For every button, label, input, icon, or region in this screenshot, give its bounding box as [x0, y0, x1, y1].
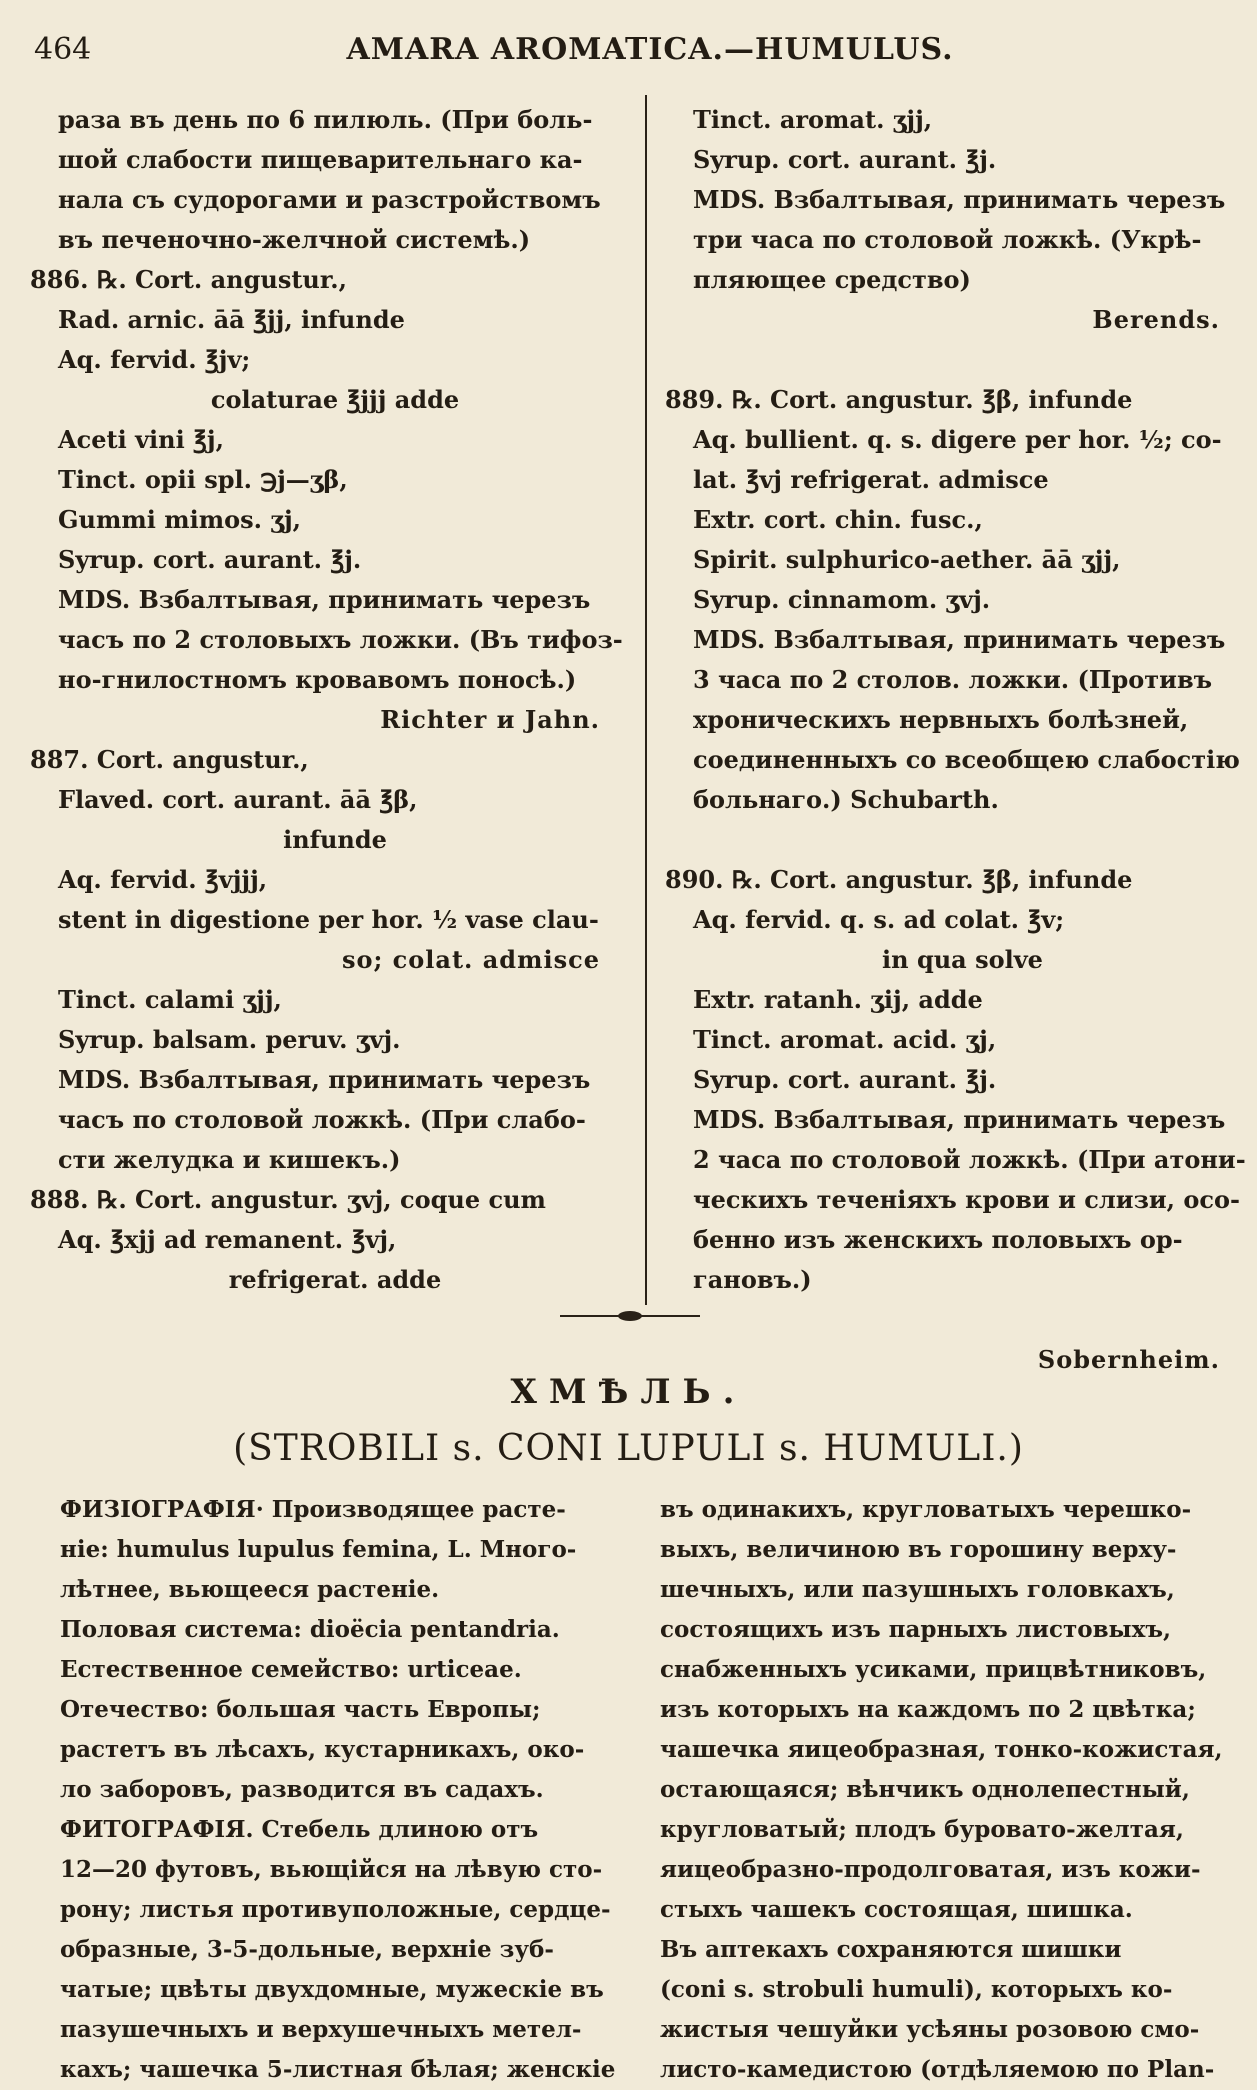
bottom-right-line: выхъ, величиною въ горошину верху-: [660, 1536, 1177, 1563]
right-column-line: Extr. ratanh. ʒij, adde: [693, 985, 983, 1014]
left-column-line: refrigerat. adde: [228, 1265, 442, 1294]
bottom-left-line: Отечество: большая часть Европы;: [60, 1696, 541, 1723]
right-column-line: MDS. Взбалтывая, принимать черезъ: [693, 185, 1226, 214]
bottom-left-line: ФИТОГРАФІЯ. Стебель длиною отъ: [60, 1816, 539, 1843]
bottom-right-line: кругловатый; плодъ буровато-желтая,: [660, 1816, 1184, 1843]
right-column-line: Tinct. aromat. acid. ʒj,: [693, 1025, 997, 1054]
right-column-line: Aq. fervid. q. s. ad colat. ℥v;: [693, 905, 1065, 934]
bottom-right-line: состоящихъ изъ парныхъ листовыхъ,: [660, 1616, 1171, 1643]
left-column-line: stent in digestione per hor. ½ vase clau-: [58, 905, 599, 934]
bottom-left-line: пазушечныхъ и верхушечныхъ метел-: [60, 2016, 582, 2043]
ornament-center: [618, 1311, 642, 1321]
left-column-line: Gummi mimos. ʒj,: [58, 505, 302, 534]
right-column-line: соединенныхъ со всеобщею слабостію: [693, 745, 1240, 774]
right-column-line: ческихъ теченіяхъ крови и слизи, осо-: [693, 1185, 1240, 1214]
right-column-line: lat. ℥vj refrigerat. admisce: [693, 465, 1049, 494]
left-column-line: Tinct. calami ʒjj,: [58, 985, 282, 1014]
left-column-line: нала съ судорогами и разстройствомъ: [58, 185, 601, 214]
page-header: [0, 24, 1257, 74]
bottom-right-line: стыхъ чашекъ состоящая, шишка.: [660, 1896, 1133, 1923]
left-column-line: но-гнилостномъ кровавомъ поносѣ.): [58, 665, 577, 694]
left-column-line: Aq. ℥xjj ad remanent. ℥vj,: [58, 1225, 397, 1254]
right-column-line: Syrup. cort. aurant. ℥j.: [693, 1065, 997, 1094]
left-column-line: Syrup. cort. aurant. ℥j.: [58, 545, 362, 574]
bottom-right-line: шечныхъ, или пазушныхъ головкахъ,: [660, 1576, 1175, 1603]
bottom-right-line: (coni s. strobuli humuli), которыхъ ко-: [660, 1976, 1173, 2003]
bottom-left-line: чатые; цвѣты двухдомные, мужескіе въ: [60, 1976, 604, 2003]
right-column-line: Berends.: [1092, 305, 1220, 334]
left-column-line: Tinct. opii spl. ℈j—ʒβ,: [58, 465, 348, 494]
right-column-line: бенно изъ женскихъ половыхъ ор-: [693, 1225, 1183, 1254]
section-ornament: [560, 1310, 700, 1322]
left-column: [30, 100, 640, 1300]
left-column-line: Aq. fervid. ℥vjjj,: [58, 865, 268, 894]
bottom-left-line: образные, 3-5-дольные, верхніе зуб-: [60, 1936, 554, 1963]
bottom-right-line: яицеобразно-продолговатая, изъ кожи-: [660, 1856, 1201, 1883]
bottom-left-line: кахъ; чашечка 5-листная бѣлая; женскіе: [60, 2056, 616, 2083]
left-column-line: 887. Cort. angustur.,: [30, 745, 309, 774]
bottom-right-column: [660, 1490, 1250, 2090]
right-column-line: пляющее средство): [693, 265, 971, 294]
bottom-left-line: лѣтнее, вьющееся растеніе.: [60, 1576, 440, 1603]
right-column-line: [665, 820, 1257, 860]
left-column-line: Flaved. cort. aurant. āā ℥β,: [58, 785, 418, 814]
right-column-line: MDS. Взбалтывая, принимать черезъ: [693, 625, 1226, 654]
right-column-line: 889. ℞. Cort. angustur. ℥β, infunde: [665, 385, 1133, 414]
right-column-line: Tinct. aromat. ʒjj,: [693, 105, 933, 134]
bottom-left-line: растетъ въ лѣсахъ, кустарникахъ, око-: [60, 1736, 585, 1763]
bottom-right-line: чашечка яицеобразная, тонко-кожистая,: [660, 1736, 1223, 1763]
bottom-left-line: ло заборовъ, разводится въ садахъ.: [60, 1776, 544, 1803]
right-column-line: Extr. cort. chin. fusc.,: [693, 505, 983, 534]
left-column-line: colaturae ℥jjj adde: [210, 385, 460, 414]
bottom-right-line: остающаяся; вѣнчикъ однолепестный,: [660, 1776, 1190, 1803]
right-column-line: 2 часа по столовой ложкѣ. (При атони-: [693, 1145, 1246, 1174]
bottom-left-line: Естественное семейство: urticeae.: [60, 1656, 522, 1683]
left-column-line: 888. ℞. Cort. angustur. ʒvj, coque cum: [30, 1185, 546, 1214]
right-column-line: Syrup. cort. aurant. ℥j.: [693, 145, 997, 174]
bottom-left-line: ФИЗІОГРАФІЯ· Производящее расте-: [60, 1496, 566, 1523]
right-column-line: 890. ℞. Cort. angustur. ℥β, infunde: [665, 865, 1133, 894]
bottom-left-line: 12—20 футовъ, вьющійся на лѣвую сто-: [60, 1856, 603, 1883]
right-column-line: Sobernheim.: [1037, 1345, 1220, 1374]
column-divider: [645, 95, 647, 1305]
right-column-line: гановъ.): [693, 1265, 812, 1294]
left-column-line: so; colat. admisce: [341, 945, 600, 974]
page-number: 464: [34, 32, 92, 67]
bottom-left-column: [60, 1490, 640, 2090]
left-column-line: сти желудка и кишекъ.): [58, 1145, 401, 1174]
section-title: ХМѢЛЬ.: [510, 1372, 747, 1412]
section-subtitle: (STROBILI s. CONI LUPULI s. HUMULI.): [233, 1428, 1024, 1469]
bottom-right-line: изъ которыхъ на каждомъ по 2 цвѣтка;: [660, 1696, 1196, 1723]
bottom-left-line: рону; листья противуположные, сердце-: [60, 1896, 611, 1923]
right-column-line: 3 часа по 2 столов. ложки. (Противъ: [693, 665, 1213, 694]
left-column-line: въ печеночно-желчной системѣ.): [58, 225, 531, 254]
left-column-line: Aq. fervid. ℥jv;: [58, 345, 251, 374]
right-column-line: больнаго.) Schubarth.: [693, 785, 999, 814]
right-column-line: MDS. Взбалтывая, принимать черезъ: [693, 1105, 1226, 1134]
left-column-line: часъ по столовой ложкѣ. (При слабо-: [58, 1105, 586, 1134]
right-column-line: [665, 340, 1257, 380]
bottom-left-line: ніе: humulus lupulus femina, L. Много-: [60, 1536, 577, 1563]
left-column-line: раза въ день по 6 пилюль. (При боль-: [58, 105, 593, 134]
left-column-line: 886. ℞. Cort. angustur.,: [30, 265, 348, 294]
left-column-line: Rad. arnic. āā ℥jj, infunde: [58, 305, 405, 334]
left-column-line: Richter и Jahn.: [380, 705, 600, 734]
right-column-line: Syrup. cinnamom. ʒvj.: [693, 585, 991, 614]
bottom-right-line: листо-камедистою (отдѣляемою по Plan-: [660, 2056, 1215, 2083]
bottom-left-line: Половая система: dioëcia pentandria.: [60, 1616, 560, 1643]
left-column-line: часъ по 2 столовыхъ ложки. (Въ тифоз-: [58, 625, 623, 654]
right-column-line: три часа по столовой ложкѣ. (Укрѣ-: [693, 225, 1202, 254]
right-column-line: [665, 1300, 1257, 1340]
right-column: [665, 100, 1257, 1380]
left-column-line: шой слабости пищеварительнаго ка-: [58, 145, 583, 174]
right-column-line: хроническихъ нервныхъ болѣзней,: [693, 705, 1189, 734]
bottom-right-line: жистыя чешуйки усѣяны розовою смо-: [660, 2016, 1200, 2043]
left-column-line: MDS. Взбалтывая, принимать черезъ: [58, 1065, 591, 1094]
left-column-line: MDS. Взбалтывая, принимать черезъ: [58, 585, 591, 614]
right-column-line: Spirit. sulphurico-aether. āā ʒjj,: [693, 545, 1121, 574]
left-column-line: infunde: [283, 825, 387, 854]
bottom-right-line: въ одинакихъ, кругловатыхъ черешко-: [660, 1496, 1192, 1523]
left-column-line: Syrup. balsam. peruv. ʒvj.: [58, 1025, 401, 1054]
bottom-right-line: Въ аптекахъ сохраняются шишки: [660, 1936, 1122, 1963]
right-column-line: in qua solve: [882, 945, 1043, 974]
running-title: AMARA AROMATICA.—HUMULUS.: [346, 32, 954, 67]
bottom-right-line: снабженныхъ усиками, прицвѣтниковъ,: [660, 1656, 1207, 1683]
left-column-line: Aceti vini ℥j,: [58, 425, 224, 454]
right-column-line: Aq. bullient. q. s. digere per hor. ½; co-: [693, 425, 1222, 454]
